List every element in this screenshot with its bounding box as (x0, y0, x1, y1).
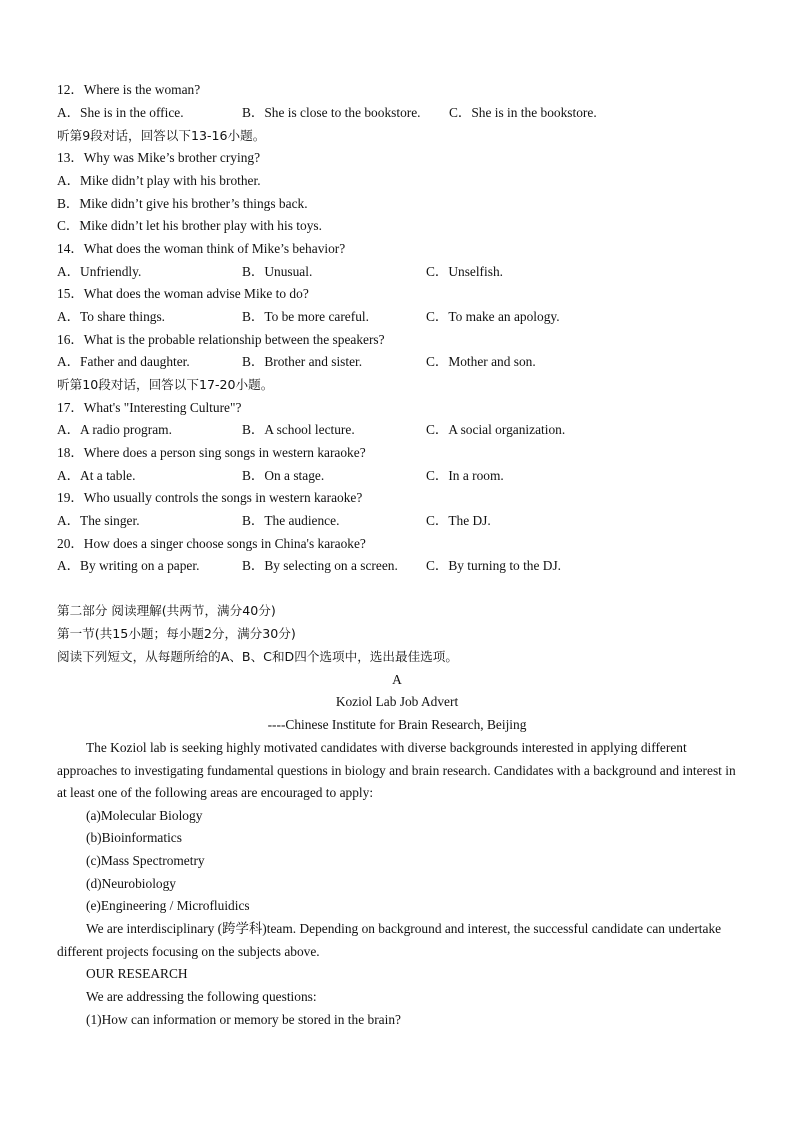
q18-option-b: B．On a stage. (242, 468, 325, 483)
q14-option-a: A．Unfriendly. (57, 264, 142, 279)
q20-option-b: B．By selecting on a screen. (242, 558, 398, 573)
question-17: 17．What's "Interesting Culture"? (57, 400, 242, 415)
section-one-title: 第一节(共15小题；每小题2分，满分30分) (57, 626, 296, 641)
section-10-heading: 听第10段对话，回答以下17-20小题。 (57, 377, 274, 392)
area-item: (d)Neurobiology (86, 876, 176, 891)
q12-option-b: B．She is close to the bookstore. (242, 105, 421, 120)
q15-option-c: C．To make an apology. (426, 309, 560, 324)
research-intro: We are addressing the following questions: (86, 989, 317, 1004)
area-item: (c)Mass Spectrometry (86, 853, 205, 868)
question-12: 12．Where is the woman? (57, 82, 201, 97)
part-two-title: 第二部分 阅读理解(共两节，满分40分) (57, 603, 276, 618)
paragraph-2 (57, 918, 737, 963)
question-19: 19．Who usually controls the songs in western karaoke? (57, 490, 363, 505)
paragraph-1 (57, 737, 737, 805)
q12-option-c: C．She is in the bookstore. (449, 105, 597, 120)
q19-option-b: B．The audience. (242, 513, 340, 528)
area-item: (a)Molecular Biology (86, 808, 203, 823)
paragraph-1-text: The Koziol lab is seeking highly motivated candidates with diverse backgrounds interested in applying different approaches to investigating fundamental questions in biology and brain research. Candidates with a background and interest in at least one of the following areas are encouraged to apply: (57, 740, 736, 801)
reading-instruction: 阅读下列短文，从每题所给的A、B、C和D四个选项中，选出最佳选项。 (57, 649, 458, 664)
passage-letter: A (392, 672, 402, 687)
q17-option-a: A．A radio program. (57, 422, 172, 437)
question-15: 15．What does the woman advise Mike to do? (57, 286, 309, 301)
q20-option-c: C．By turning to the DJ. (426, 558, 562, 573)
passage-subtitle: ----Chinese Institute for Brain Research, Beijing (267, 717, 527, 732)
section-9-heading: 听第9段对话，回答以下13-16小题。 (57, 128, 266, 143)
area-item: (b)Bioinformatics (86, 830, 182, 845)
question-14: 14．What does the woman think of Mike’s behavior? (57, 241, 346, 256)
q15-option-b: B．To be more careful. (242, 309, 369, 324)
question-20: 20．How does a singer choose songs in China's karaoke? (57, 536, 366, 551)
question-16: 16．What is the probable relationship between the speakers? (57, 332, 385, 347)
q19-option-a: A．The singer. (57, 513, 140, 528)
research-question-1: (1)How can information or memory be stored in the brain? (86, 1012, 401, 1027)
q19-option-c: C．The DJ. (426, 513, 491, 528)
paragraph-2-text: We are interdisciplinary (跨学科)team. Depending on background and interest, the successful candidate can undertake different projects focusing on the subjects above. (57, 921, 722, 959)
q16-option-b: B．Brother and sister. (242, 354, 363, 369)
q13-option-a: A．Mike didn’t play with his brother. (57, 173, 261, 188)
q20-option-a: A．By writing on a paper. (57, 558, 200, 573)
q13-option-c: C．Mike didn’t let his brother play with his toys. (57, 218, 322, 233)
research-heading: OUR RESEARCH (86, 966, 188, 981)
q18-option-c: C．In a room. (426, 468, 504, 483)
area-item: (e)Engineering / Microfluidics (86, 898, 250, 913)
q17-option-b: B．A school lecture. (242, 422, 355, 437)
q16-option-a: A．Father and daughter. (57, 354, 190, 369)
q13-option-b: B．Mike didn’t give his brother’s things back. (57, 196, 308, 211)
q12-option-a: A．She is in the office. (57, 105, 184, 120)
q15-option-a: A．To share things. (57, 309, 166, 324)
q14-option-c: C．Unselfish. (426, 264, 503, 279)
q14-option-b: B．Unusual. (242, 264, 313, 279)
q18-option-a: A．At a table. (57, 468, 136, 483)
q17-option-c: C．A social organization. (426, 422, 566, 437)
q16-option-c: C．Mother and son. (426, 354, 536, 369)
question-18: 18．Where does a person sing songs in western karaoke? (57, 445, 366, 460)
passage-title: Koziol Lab Job Advert (335, 694, 459, 709)
question-13: 13．Why was Mike’s brother crying? (57, 150, 261, 165)
